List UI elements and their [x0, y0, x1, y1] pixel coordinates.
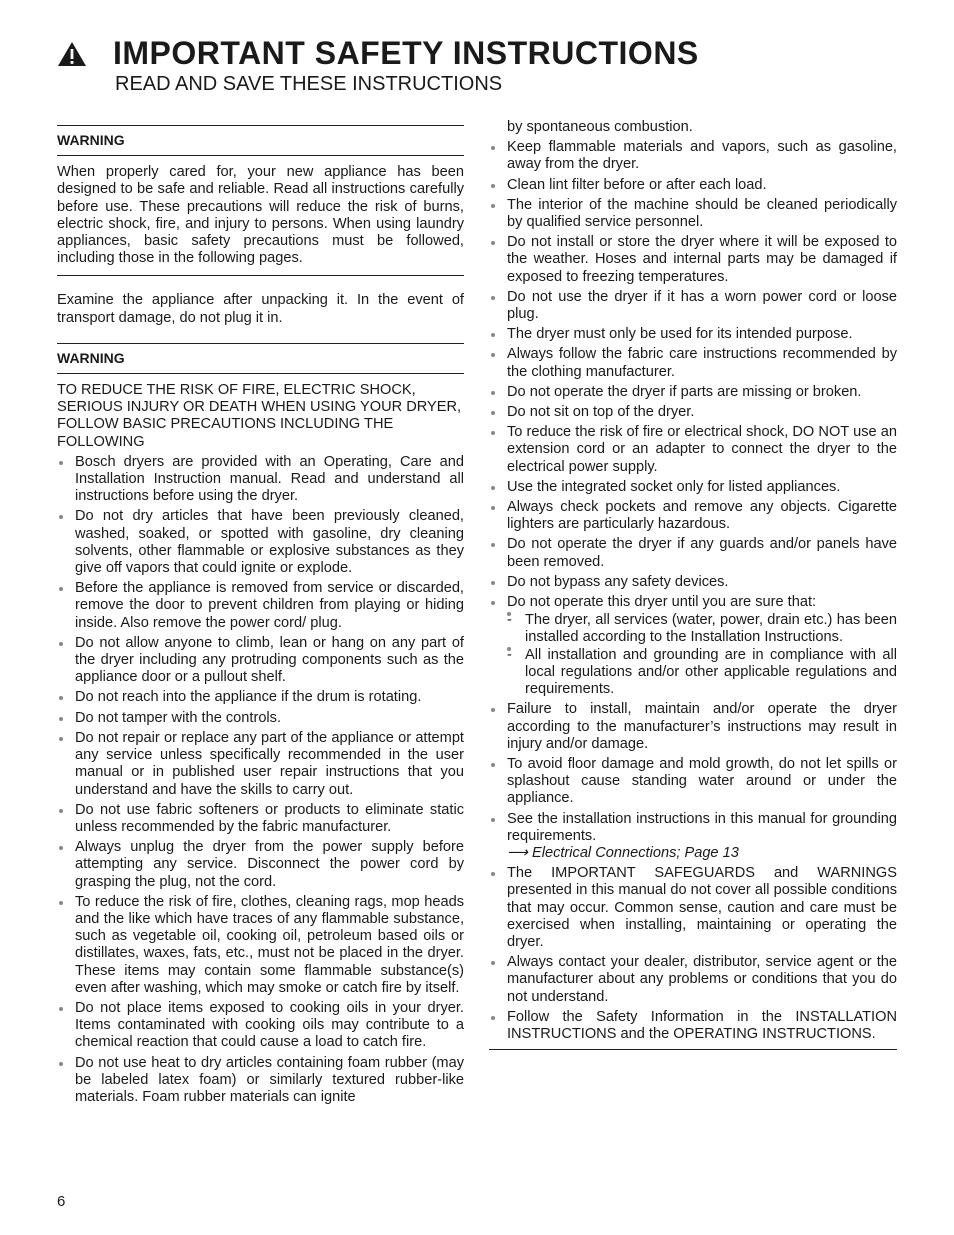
- title-row: [57, 34, 917, 72]
- list-item: Do not install or store the dryer where it will be exposed to the weather. Hoses and internal parts may be damaged if exposed to freezing temperatures.: [489, 234, 897, 286]
- list-item: Do not operate the dryer if parts are missing or broken.: [489, 384, 897, 401]
- list-item: To reduce the risk of fire or electrical shock, DO NOT use an extension cord or an adapter to connect the dryer to the electrical power supply.: [489, 424, 897, 476]
- list-item: Do not dry articles that have been previously cleaned, washed, soaked, or spotted with gasoline, dry cleaning solvents, other flammable or explosive substances as they give off vapors that could ignite or explode.: [57, 508, 464, 577]
- list-item: Bosch dryers are provided with an Operating, Care and Installation Instruction manual. Read and understand all instructions before using the dryer.: [57, 454, 464, 506]
- list-item: Do not reach into the appliance if the drum is rotating.: [57, 689, 464, 706]
- list-item: Do not tamper with the controls.: [57, 710, 464, 727]
- list-item: The interior of the machine should be cleaned periodically by qualified service personnel.: [489, 197, 897, 231]
- list-item: Do not repair or replace any part of the appliance or attempt any service unless specifically recommended in the user manual or in published user repair instructions that you understand and have the skills to carry out.: [57, 730, 464, 799]
- list-item: Always unplug the dryer from the power supply before attempting any service. Disconnect the power cord by grasping the plug, not the cord.: [57, 839, 464, 891]
- list-item: Do not use fabric softeners or products to eliminate static unless recommended by the fabric manufacturer.: [57, 802, 464, 836]
- list-item: Always follow the fabric care instructions recommended by the clothing manufacturer.: [489, 346, 897, 380]
- list-item: To avoid floor damage and mold growth, do not let spills or splashout cause standing water around or under the appliance.: [489, 756, 897, 808]
- dash-item: - All installation and grounding are in compliance with all local regulations and/or other applicable regulations and requirements.: [507, 647, 897, 699]
- cross-reference-link[interactable]: ⟶ Electrical Connections; Page 13: [507, 844, 739, 861]
- list-item: Use the integrated socket only for listed appliances.: [489, 479, 897, 496]
- examine-text: Examine the appliance after unpacking it. In the event of transport damage, do not plug it in.: [57, 292, 464, 326]
- list-item: Always check pockets and remove any objects. Cigarette lighters are particularly hazardous.: [489, 499, 897, 533]
- list-item: Do not allow anyone to climb, lean or hang on any part of the dryer including any protruding components such as the appliance door or a pullout shelf.: [57, 635, 464, 687]
- list-item: [489, 811, 897, 863]
- list-item: Do not operate the dryer if any guards and/or panels have been removed.: [489, 536, 897, 570]
- list-item: Always contact your dealer, distributor, service agent or the manufacturer about any problems or conditions that you do not understand.: [489, 954, 897, 1006]
- warning-heading-1: WARNING: [57, 126, 464, 156]
- page-subtitle: READ AND SAVE THESE INSTRUCTIONS: [115, 73, 503, 95]
- left-column: [57, 125, 464, 1109]
- warning-text-1: When properly cared for, your new appliance has been designed to be safe and reliable. Read all instructions carefully before use. These precautions will reduce the risk of burns, electric shock, fire, and injury to persons. When using laundry appliances, basic safety precautions must be followed, including those in the following pages.: [57, 164, 464, 267]
- dash-list: [507, 612, 897, 698]
- page-title: IMPORTANT SAFETY INSTRUCTIONS: [113, 35, 699, 71]
- list-item: Failure to install, maintain and/or operate the dryer according to the manufacturer’s instructions may result in injury and/or damage.: [489, 701, 897, 753]
- warning-heading-2: WARNING: [57, 344, 464, 374]
- list-item: Do not use the dryer if it has a worn power cord or loose plug.: [489, 289, 897, 323]
- dash-item: - The dryer, all services (water, power, drain etc.) has been installed according to the Installation Instructions.: [507, 612, 897, 646]
- page-header: [57, 34, 917, 96]
- left-bullet-list: [57, 454, 464, 1106]
- right-bullet-list: [489, 139, 897, 1043]
- list-item: Keep flammable materials and vapors, such as gasoline, away from the dryer.: [489, 139, 897, 173]
- list-item: Clean lint filter before or after each load.: [489, 177, 897, 194]
- list-item: To reduce the risk of fire, clothes, cleaning rags, mop heads and the like which have traces of any flammable substance, such as vegetable oil, cooking oil, petroleum based oils or distillates, waxes, fats, etc., must not be placed in the dryer. These items may contain some flammable substance(s) even after washing, which may smoke or catch fire by itself.: [57, 894, 464, 997]
- list-item: Before the appliance is removed from service or discarded, remove the door to prevent children from playing or hiding inside. Also remove the power cord/ plug.: [57, 580, 464, 632]
- divider: [489, 1049, 897, 1050]
- warning-triangle-icon: [57, 41, 87, 67]
- list-item: Do not use heat to dry articles containing foam rubber (may be labeled latex foam) or similarly textured rubber-like materials. Foam rubber materials can ignite: [57, 1055, 464, 1107]
- warning-caps-text: TO REDUCE THE RISK OF FIRE, ELECTRIC SHOCK, SERIOUS INJURY OR DEATH WHEN USING YOUR DRYER, FOLLOW BASIC PRECAUTIONS INCLUDING THE FOLLOWING: [57, 382, 462, 450]
- list-item: Do not place items exposed to cooking oils in your dryer. Items contaminated with cooking oils may contribute to a chemical reaction that could cause a load to catch fire.: [57, 1000, 464, 1052]
- list-item: Follow the Safety Information in the INSTALLATION INSTRUCTIONS and the OPERATING INSTRUCTIONS.: [489, 1009, 897, 1043]
- list-item: The IMPORTANT SAFEGUARDS and WARNINGS presented in this manual do not cover all possible conditions that may occur. Common sense, caution and care must be exercised when installing, maintaining or operating the dryer.: [489, 865, 897, 951]
- list-item: The dryer must only be used for its intended purpose.: [489, 326, 897, 343]
- page-number: 6: [57, 1193, 66, 1210]
- list-item: Do not sit on top of the dryer.: [489, 404, 897, 421]
- continued-text: by spontaneous combustion.: [507, 119, 693, 135]
- list-item: [489, 594, 897, 698]
- grounding-text: See the installation instructions in this manual for grounding requirements.: [507, 810, 897, 844]
- right-column: [489, 119, 897, 1050]
- warning-block-1: [57, 164, 464, 276]
- operate-until-text: Do not operate this dryer until you are sure that:: [507, 594, 817, 611]
- list-item: Do not bypass any safety devices.: [489, 574, 897, 591]
